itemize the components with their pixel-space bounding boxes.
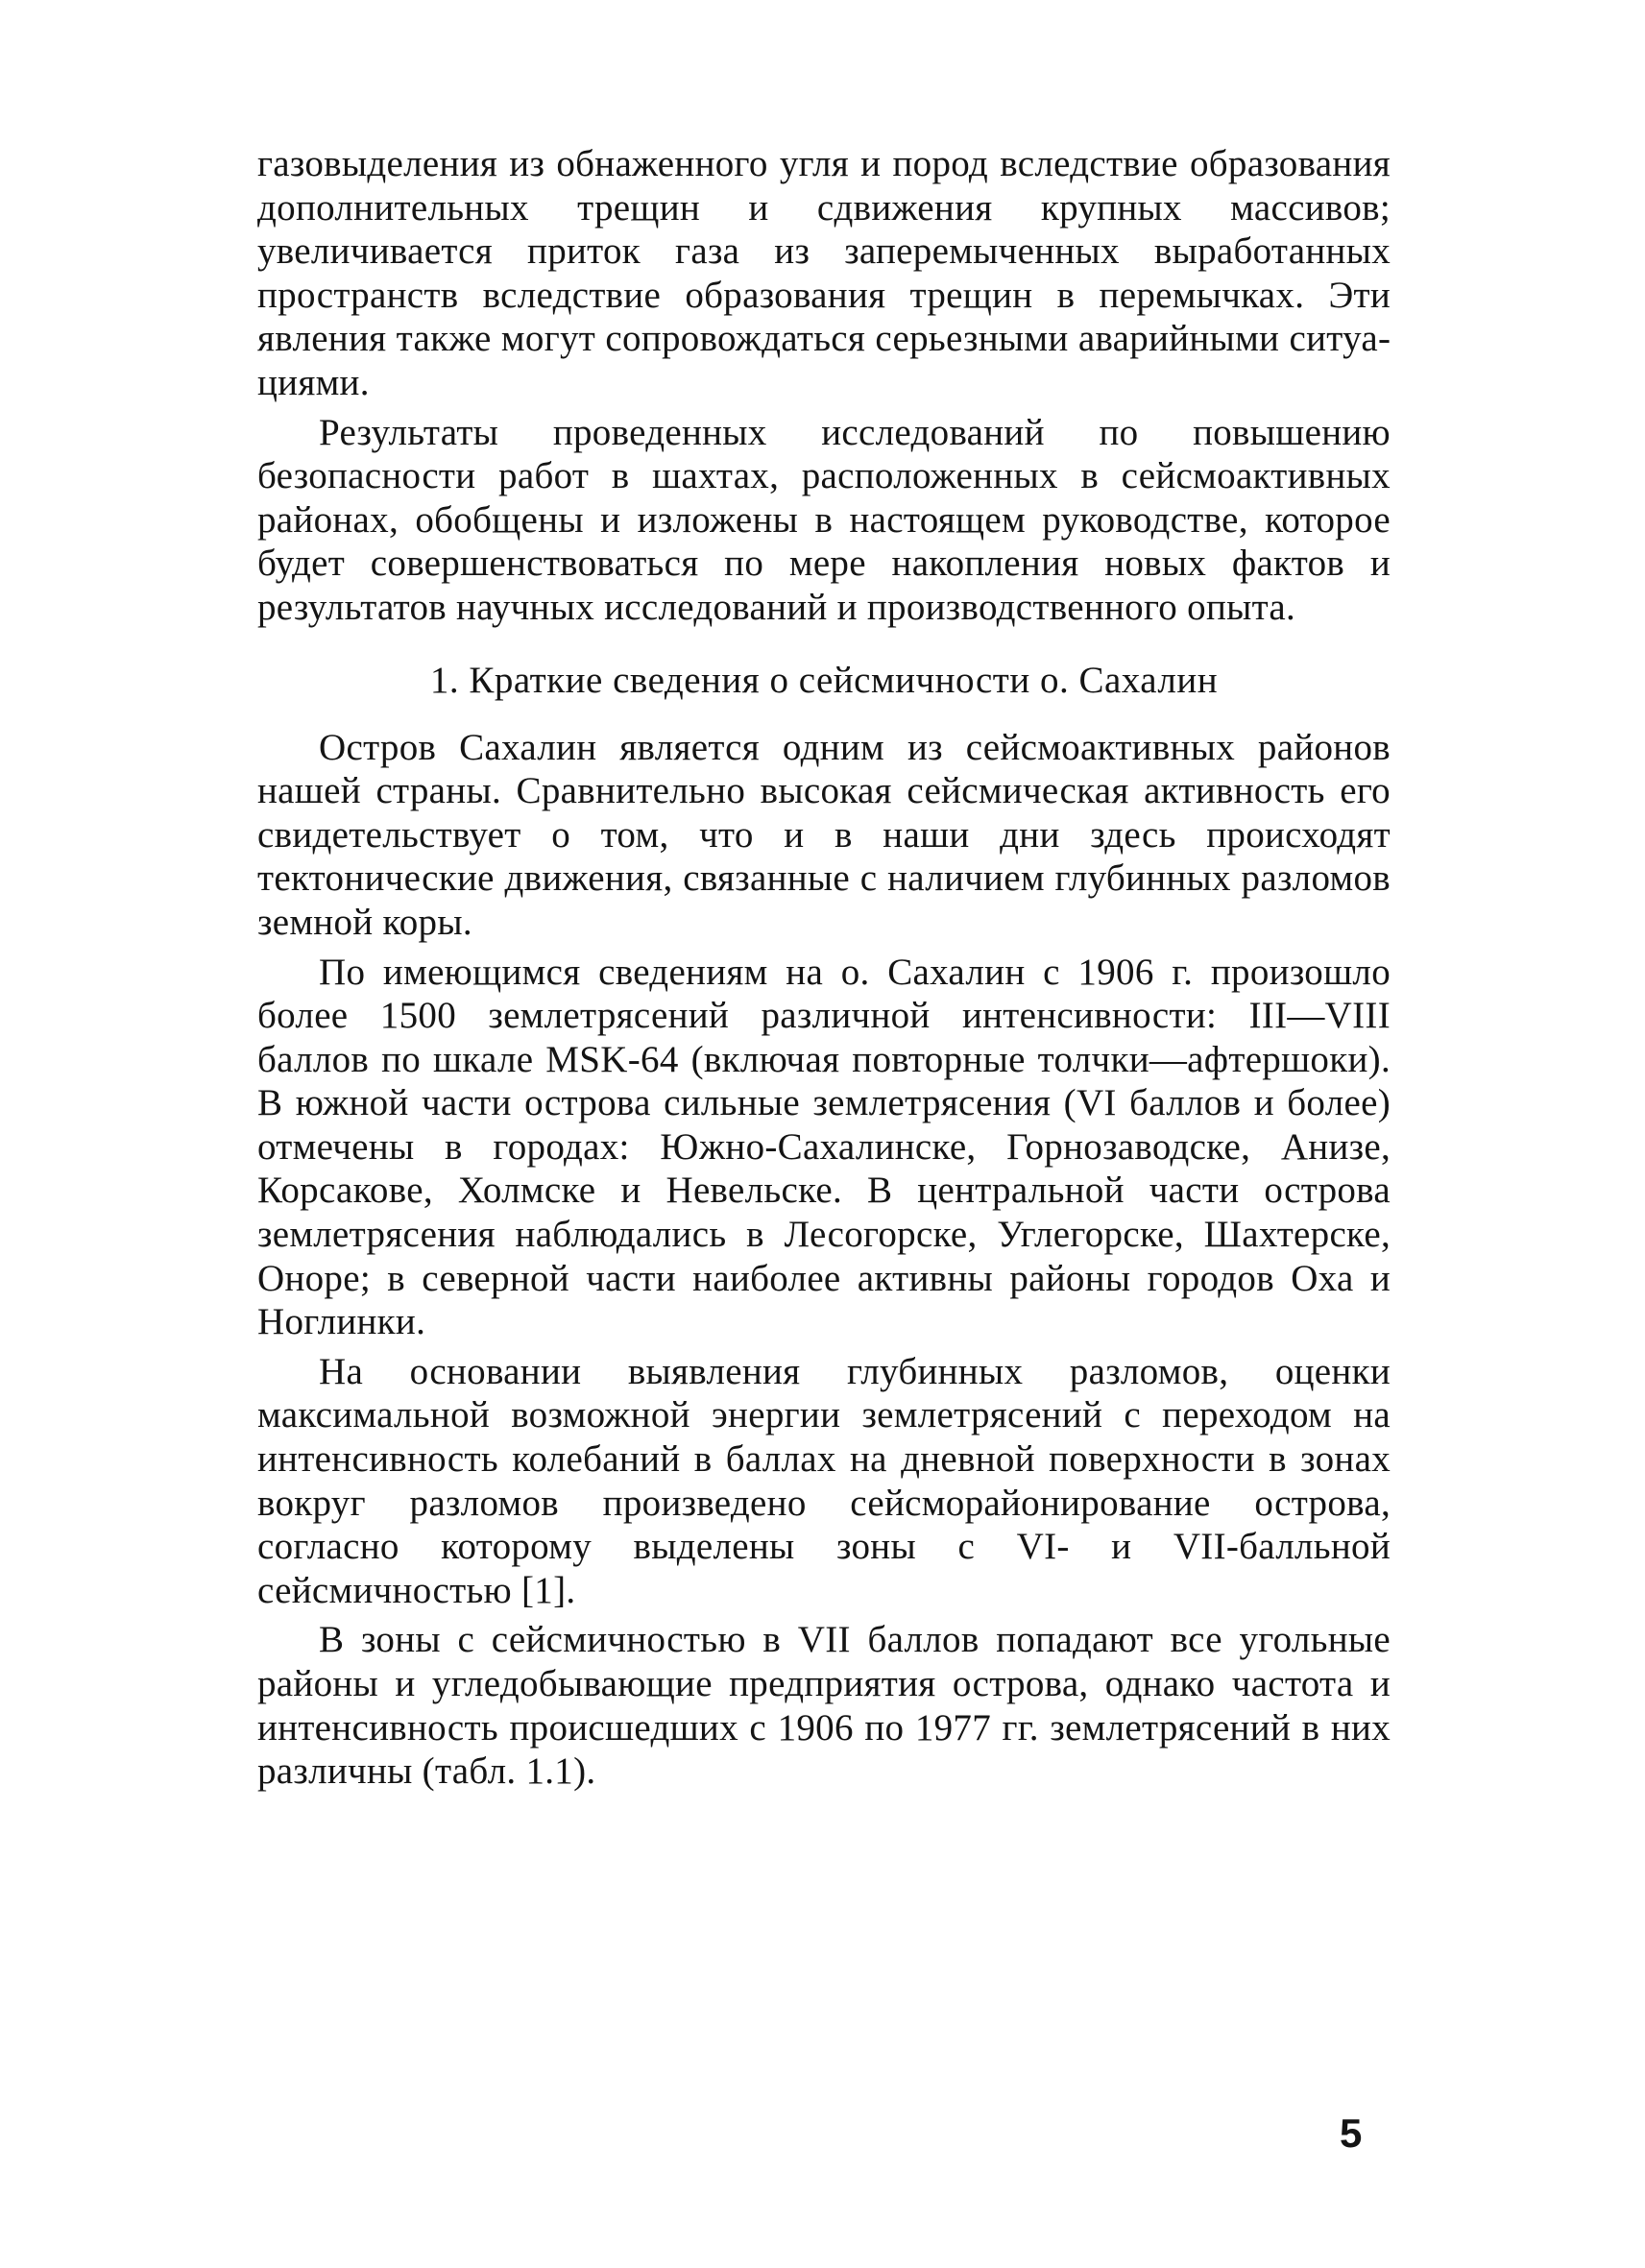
section-heading: 1. Краткие сведения о сейсмичности о. Сахалин <box>429 659 1219 701</box>
paragraph-gas-release: газовыделения из обнаженного угля и пород вследствие образования дополнительных трещин и сдвижения крупных массивов; увеличивается приток газа из заперемыченных выработанных пространств вследствие образования трещин в перемычках. Эти явления также могут сопровождаться серьезными аварийными ситуациями. <box>257 143 1391 403</box>
paragraph-seismic-zoning: На основании выявления глубинных разломов, оценки максимальной возможной энергии землетрясений с переходом на интенсивность колебаний в баллах на дневной поверхности в зонах вокруг разломов произведено сейсморайонирование острова, согласно которому выделены зоны с VI- и VII-балльной сейсмичностью [1]. <box>257 1350 1391 1611</box>
paragraph-earthquake-history: По имеющимся сведениям на о. Сахалин с 1906 г. произошло более 1500 землетрясений различной интенсивности: III—VIII баллов по шкале MSK-64 (включая повторные толчки—афтершоки). В южной части острова сильные землетрясения (VI баллов и более) отмечены в городах: Южно-Сахалинске, Горнозаводске, Анизе, Корсакове, Холмске и Невельске. В центральной части острова землетрясения наблюдались в Лесогорске, Углегорске, Шахтерске, Оноре; в северной части наиболее активны районы городов Оха и Ноглинки. <box>257 951 1391 1343</box>
paragraph-sakhalin-seismic: Остров Сахалин является одним из сейсмоактивных районов нашей страны. Сравнительно высокая сейсмическая активность его свидетельствует о том, что и в наши дни здесь происходят тектонические движения, связанные с наличием глубинных разломов земной коры. <box>257 726 1391 943</box>
paragraph-research-results: Результаты проведенных исследований по повышению безопасности работ в шахтах, расположенных в сейсмоактивных районах, обобщены и изложены в настоящем руководстве, которое будет совершенствоваться по мере накопления новых фактов и результатов научных исследований и производственного опыта. <box>257 411 1391 628</box>
paragraph-coal-regions: В зоны с сейсмичностью в VII баллов попадают все угольные районы и угледобывающие предприятия острова, однако частота и интенсивность происшедших с 1906 по 1977 гг. землетрясений в них различны (табл. 1.1). <box>257 1619 1391 1793</box>
page-number: 5 <box>1340 2111 1363 2156</box>
document-page <box>257 142 1391 1794</box>
